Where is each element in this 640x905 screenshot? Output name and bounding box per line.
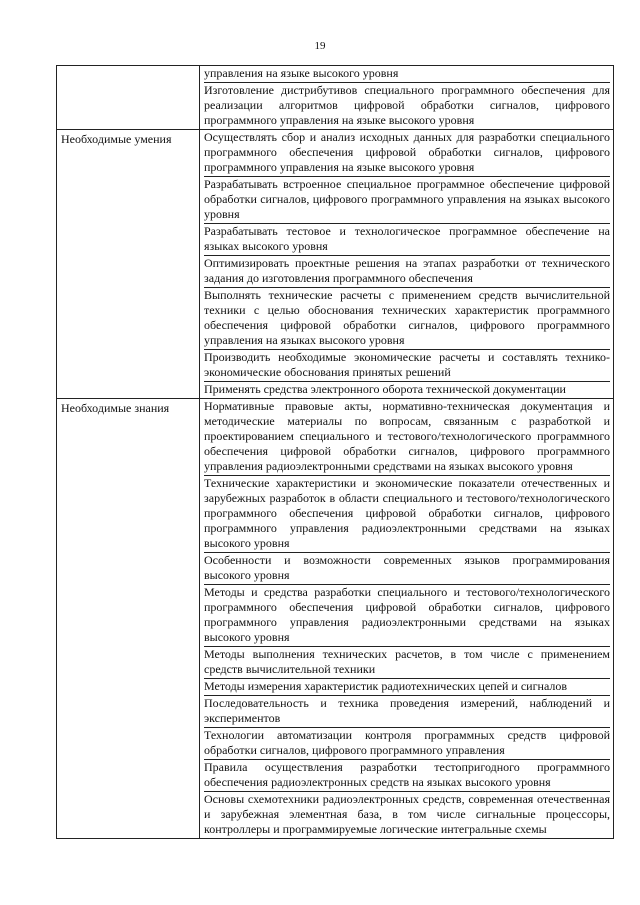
list-item: Правила осуществления разработки тестопригодного программного обеспечения радиоэлектронных средств на языках высокого уровня [204, 760, 610, 792]
list-item: Разрабатывать тестовое и технологическое программное обеспечение на языках высокого уровня [204, 224, 610, 256]
list-item: Осуществлять сбор и анализ исходных данных для разработки специального программного обеспечения цифровой обработки сигналов, цифрового программного управления на языке высокого уровня [204, 130, 610, 177]
table-row [57, 130, 614, 399]
content-cell [200, 399, 614, 839]
list-item: Технологии автоматизации контроля программных средств цифровой обработки сигналов, цифрового программного управления [204, 728, 610, 760]
list-item: Применять средства электронного оборота технической документации [204, 382, 566, 396]
skills-label-cell [57, 130, 200, 399]
knowledge-label-cell [57, 399, 200, 839]
list-item: Методы выполнения технических расчетов, в том числе с применением средств вычислительной техники [204, 647, 610, 679]
list-item: Методы измерения характеристик радиотехнических цепей и сигналов [204, 679, 610, 696]
list-item: Выполнять технические расчеты с применением средств вычислительной техники с целью обоснования технических характеристик программного обеспечения цифровой обработки сигналов, цифрового программного управления на языках высокого уровня [204, 288, 610, 350]
skills-label: Необходимые умения [61, 132, 172, 146]
list-item: Основы схемотехники радиоэлектронных средств, современная отечественная и зарубежная элементная база, в том числе сигнальные процессоры, контроллеры и программируемые логические интегральные схемы [204, 792, 610, 836]
empty-label-cell [57, 66, 200, 130]
list-item: Оптимизировать проектные решения на этапах разработки от технического задания до изготовления программного обеспечения [204, 256, 610, 288]
list-item: Последовательность и техника проведения измерений, наблюдений и экспериментов [204, 696, 610, 728]
knowledge-label: Необходимые знания [61, 401, 170, 415]
list-item: управления на языке высокого уровня [204, 66, 610, 83]
list-item: Нормативные правовые акты, нормативно-техническая документация и методические материалы по вопросам, связанным с разработкой и проектированием специального и тестового/технологического программного обеспечения цифровой обработки сигналов, цифрового программного управления радиоэлектронными средствами на языках высокого уровня [204, 399, 610, 476]
content-cell [200, 130, 614, 399]
list-item: Изготовление дистрибутивов специального программного обеспечения для реализации алгоритмов цифровой обработки сигналов, цифрового программного управления на языке высокого уровня [204, 83, 610, 127]
content-cell [200, 66, 614, 130]
list-item: Технические характеристики и экономические показатели отечественных и зарубежных разработок в области специального и тестового/технологического программного обеспечения цифровой обработки сигналов, цифрового программного управления радиоэлектронными средствами на языках высокого уровня [204, 476, 610, 553]
list-item: Производить необходимые экономические расчеты и составлять технико-экономические обоснования принятых решений [204, 350, 610, 382]
page-number: 19 [314, 40, 326, 52]
list-item: Методы и средства разработки специального и тестового/технологического программного обеспечения цифровой обработки сигналов, цифрового программного управления радиоэлектронными средствами на языках высокого уровня [204, 585, 610, 647]
table-row [57, 66, 614, 130]
list-item: Разрабатывать встроенное специальное программное обеспечение цифровой обработки сигналов, цифрового программного управления на языках высокого уровня [204, 177, 610, 224]
requirements-table [56, 65, 614, 839]
table-row [57, 399, 614, 839]
list-item: Особенности и возможности современных языков программирования высокого уровня [204, 553, 610, 585]
